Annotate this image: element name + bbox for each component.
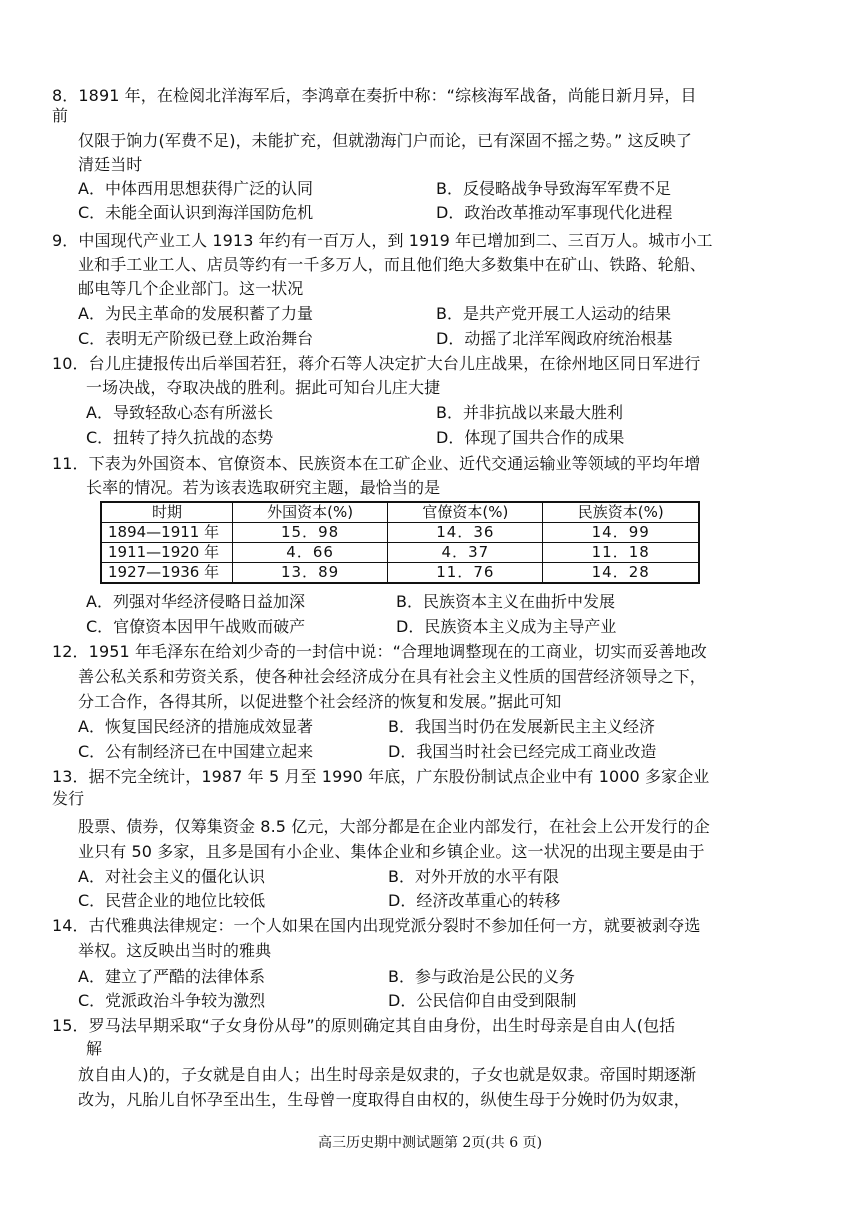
q10-line-2: 一场决战，夺取决战的胜利。据此可知台儿庄大捷: [86, 378, 441, 397]
q11-line-1: 11．下表为外国资本、官僚资本、民族资本在工矿企业、近代交通运输业等领域的平均年增: [52, 454, 701, 473]
q10-option-a: A．导致轻敌心态有所滋长: [86, 403, 273, 422]
table-cell-value: 4．66: [233, 543, 388, 563]
q13-option-d: D．经济改革重心的转移: [388, 891, 561, 910]
q8-option-b: B．反侵略战争导致海军军费不足: [436, 179, 671, 198]
table-header-row: [101, 502, 699, 523]
table-cell-value: 4．37: [388, 543, 543, 563]
q11-line-2: 长率的情况。若为该表选取研究主题，最恰当的是: [86, 478, 441, 497]
q8-option-d: D．政治改革推动军事现代化进程: [436, 203, 673, 222]
q8-option-a: A．中体西用思想获得广泛的认同: [78, 179, 313, 198]
q8-line-1: 8．1891 年，在检阅北洋海军后，李鸿章在奏折中称：“综核海军战备，尚能日新月异，目: [52, 86, 697, 105]
table-row: [101, 543, 699, 563]
table-header-cell: 官僚资本(%): [388, 502, 543, 523]
q11-option-c: C．官僚资本因甲午战败而破产: [86, 617, 306, 636]
table-cell-period: 1894—1911 年: [101, 523, 233, 543]
q14-line-1: 14．古代雅典法律规定：一个人如果在国内出现党派分裂时不参加任何一方，就要被剥夺选: [52, 916, 701, 935]
q12-option-b: B．我国当时仍在发展新民主主义经济: [388, 717, 655, 736]
q9-option-b: B．是共产党开展工人运动的结果: [436, 304, 671, 323]
q14-option-a: A．建立了严酷的法律体系: [78, 967, 265, 986]
q9-option-a: A．为民主革命的发展积蓄了力量: [78, 304, 313, 323]
table-row: [101, 563, 699, 584]
q11-option-b: B．民族资本主义在曲折中发展: [396, 592, 615, 611]
table-cell-value: 14．99: [543, 523, 699, 543]
q13-option-c: C．民营企业的地位比较低: [78, 891, 266, 910]
q11-option-a: A．列强对华经济侵略日益加深: [86, 592, 305, 611]
table-cell-value: 15．98: [233, 523, 388, 543]
table-header-cell: 民族资本(%): [543, 502, 699, 523]
q14-option-d: D．公民信仰自由受到限制: [388, 991, 577, 1010]
table-cell-period: 1911—1920 年: [101, 543, 233, 563]
q12-line-2: 善公私关系和劳资关系，使各种社会经济成分在具有社会主义性质的国营经济领导之下，: [78, 667, 706, 686]
q8-line-3: 仅限于饷力(军费不足)，未能扩充，但就渤海门户而论，已有深固不摇之势。” 这反映了: [78, 131, 692, 150]
q13-line-3: 股票、债券，仅筹集资金 8.5 亿元，大部分都是在企业内部发行，在社会上公开发行的企: [78, 817, 710, 836]
q9-option-c: C．表明无产阶级已登上政治舞台: [78, 329, 314, 348]
q13-line-4: 业只有 50 多家，且多是国有小企业、集体企业和乡镇企业。这一状况的出现主要是由于: [78, 842, 705, 861]
q12-option-c: C．公有制经济已在中国建立起来: [78, 742, 314, 761]
q10-option-c: C．扭转了持久抗战的态势: [86, 428, 274, 447]
table-cell-period: 1927—1936 年: [101, 563, 233, 584]
table-cell-value: 11．18: [543, 543, 699, 563]
q10-line-1: 10．台儿庄捷报传出后举国若狂，蒋介石等人决定扩大台儿庄战果，在徐州地区同日军进行: [52, 354, 701, 373]
q14-option-b: B．参与政治是公民的义务: [388, 967, 575, 986]
q10-option-b: B．并非抗战以来最大胜利: [436, 403, 623, 422]
q15-line-4: 改为，凡胎儿自怀孕至出生，生母曾一度取得自由权的，纵使生母于分娩时仍为奴隶，: [78, 1090, 690, 1109]
capital-growth-table: [100, 501, 700, 584]
q9-line-1: 9．中国现代产业工人 1913 年约有一百万人，到 1919 年已增加到二、三百万人。城市小工: [52, 231, 713, 250]
q14-line-2: 举权。这反映出当时的雅典: [78, 941, 272, 960]
q12-line-1: 12．1951 年毛泽东在给刘少奇的一封信中说：“合理地调整现在的工商业，切实而妥善地改: [52, 642, 707, 661]
q9-line-3: 邮电等几个企业部门。这一状况: [78, 279, 304, 298]
q15-line-2: 解: [86, 1039, 103, 1058]
q12-option-a: A．恢复国民经济的措施成效显著: [78, 717, 313, 736]
table-header-cell: 时期: [101, 502, 233, 523]
q15-line-3: 放自由人)的，子女就是自由人；出生时母亲是奴隶的，子女也就是奴隶。帝国时期逐渐: [78, 1065, 697, 1084]
q15-line-1: 15．罗马法早期采取“子女身份从母”的原则确定其自由身份，出生时母亲是自由人(包括: [52, 1016, 676, 1035]
q10-option-d: D．体现了国共合作的成果: [436, 428, 625, 447]
table-cell-value: 13．89: [233, 563, 388, 584]
q8-line-2: 前: [52, 106, 69, 125]
page-footer: 高三历史期中测试题第 2页(共 6 页): [317, 1135, 543, 1151]
table-header-cell: 外国资本(%): [233, 502, 388, 523]
q8-line-4: 清廷当时: [78, 155, 143, 174]
q13-option-a: A．对社会主义的僵化认识: [78, 867, 265, 886]
table-row: [101, 523, 699, 543]
q12-option-d: D．我国当时社会已经完成工商业改造: [388, 742, 657, 761]
q13-option-b: B．对外开放的水平有限: [388, 867, 559, 886]
q8-option-c: C．未能全面认识到海洋国防危机: [78, 203, 314, 222]
q9-line-2: 业和手工业工人、店员等约有一千多万人，而且他们绝大多数集中在矿山、铁路、轮船、: [78, 255, 706, 274]
q13-line-2: 发行: [52, 789, 85, 808]
table-cell-value: 11．76: [388, 563, 543, 584]
q12-line-3: 分工合作，各得其所，以促进整个社会经济的恢复和发展。”据此可知: [78, 692, 562, 711]
q9-option-d: D．动摇了北洋军阀政府统治根基: [436, 329, 673, 348]
q13-line-1: 13．据不完全统计，1987 年 5 月至 1990 年底，广东股份制试点企业中有 1000 多家企业: [52, 767, 710, 786]
q11-option-d: D．民族资本主义成为主导产业: [396, 617, 617, 636]
table-cell-value: 14．28: [543, 563, 699, 584]
table-cell-value: 14．36: [388, 523, 543, 543]
q14-option-c: C．党派政治斗争较为激烈: [78, 991, 266, 1010]
